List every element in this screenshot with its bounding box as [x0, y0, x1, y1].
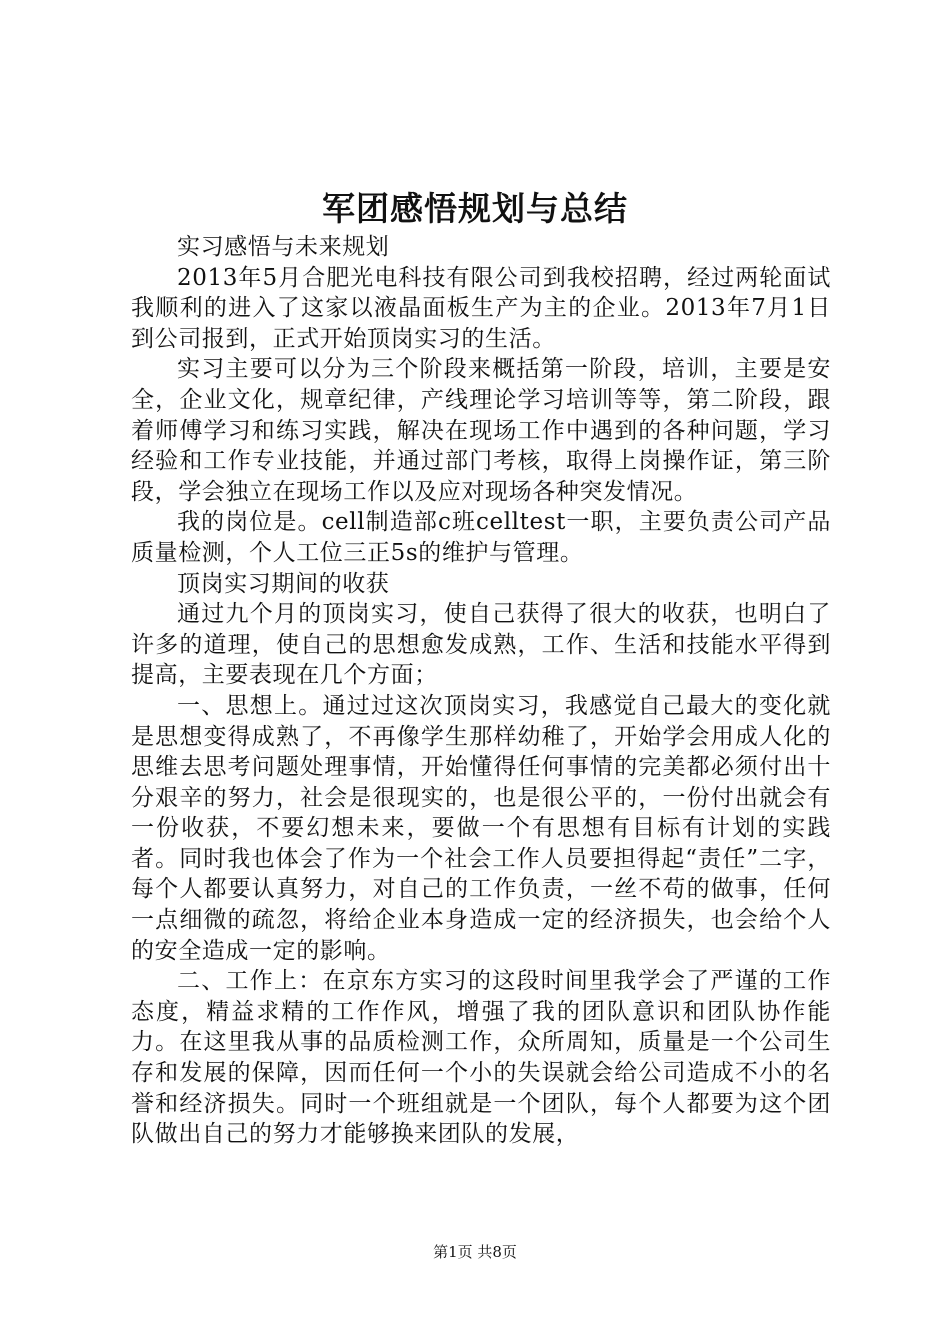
page-footer: 第1页 共8页 [433, 1243, 517, 1261]
document-body [131, 232, 831, 1150]
paragraph: 一、思想上。通过过这次顶岗实习，我感觉自己最大的变化就是思想变得成熟了，不再像学生那样幼稚了，开始学会用成人化的思维去思考问题处理事情，开始懂得任何事情的完美都必须付出十分艰辛的努力，社会是很现实的，也是很公平的，一份付出就会有一份收获，不要幻想未来，要做一个有思想有目标有计划的实践者。同时我也体会了作为一个社会工作人员要担得起“责任”二字，每个人都要认真努力，对自己的工作负责，一丝不苟的做事，任何一点细微的疏忽，将给企业本身造成一定的经济损失，也会给个人的安全造成一定的影响。 [131, 692, 831, 964]
paragraph: 我的岗位是。cell制造部c班celltest一职，主要负责公司产品质量检测，个人工位三正5s的维护与管理。 [131, 509, 831, 566]
paragraph: 二、工作上：在京东方实习的这段时间里我学会了严谨的工作态度，精益求精的工作作风，增强了我的团队意识和团队协作能力。在这里我从事的品质检测工作，众所周知，质量是一个公司生存和发展的保障，因而任何一个小的失误就会给公司造成不小的名誉和经济损失。同时一个班组就是一个团队，每个人都要为这个团队做出自己的努力才能够换来团队的发展， [131, 968, 831, 1148]
paragraph: 2013年5月合肥光电科技有限公司到我校招聘，经过两轮面试我顺利的进入了这家以液晶面板生产为主的企业。2013年7月1日到公司报到，正式开始顶岗实习的生活。 [131, 264, 831, 352]
paragraph-subheading: 顶岗实习期间的收获 [177, 570, 390, 597]
document-title: 军团感悟规划与总结 [322, 189, 628, 228]
paragraph: 实习主要可以分为三个阶段来概括第一阶段，培训，主要是安全，企业文化，规章纪律，产线理论学习培训等等，第二阶段，跟着师傅学习和练习实践，解决在现场工作中遇到的各种问题，学习经验和工作专业技能，并通过部门考核，取得上岗操作证，第三阶段，学会独立在现场工作以及应对现场各种突发情况。 [131, 356, 831, 505]
paragraph-subheading: 实习感悟与未来规划 [177, 234, 390, 260]
paragraph: 通过九个月的顶岗实习，使自己获得了很大的收获，也明白了许多的道理，使自己的思想愈发成熟，工作、生活和技能水平得到提高，主要表现在几个方面； [131, 601, 831, 689]
